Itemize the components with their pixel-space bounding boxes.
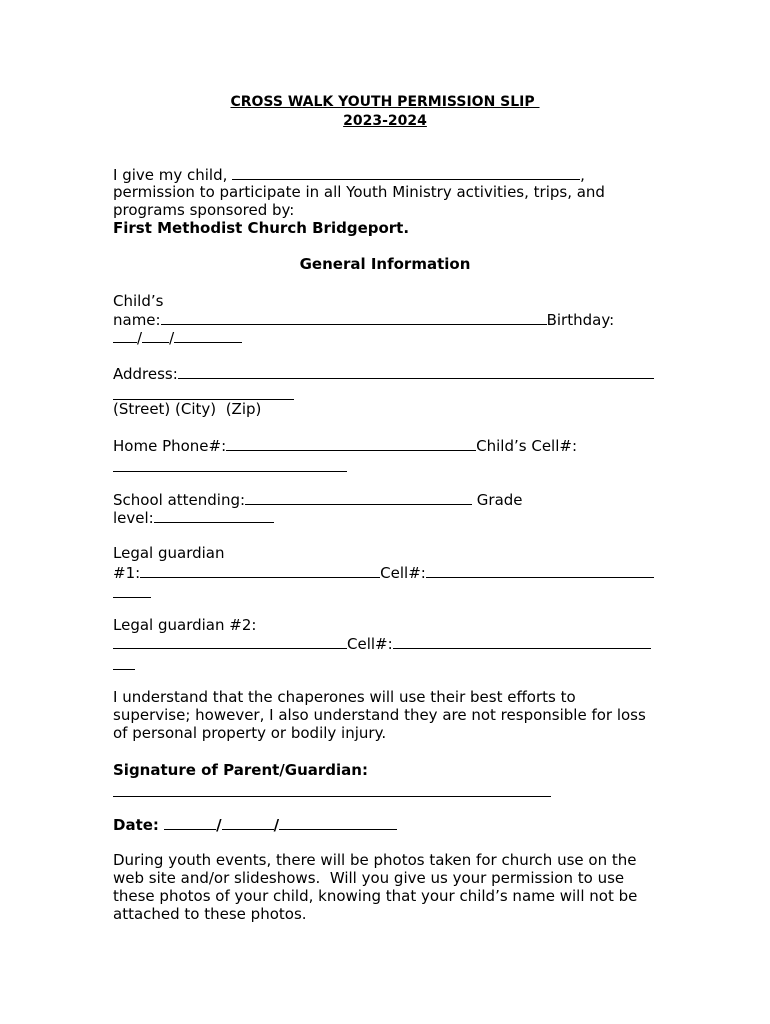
intro-line-1: I give my child, , [113,166,585,184]
grade-row: level: [113,508,274,527]
guardian1-row: #1: Cell#: [113,563,654,582]
signature-label: Signature of Parent/Guardian: [113,761,368,779]
photo-note-line-3: these photos of your child, knowing that your child’s name will not be [113,887,638,905]
guardian2-cell-field[interactable] [393,634,651,649]
signature-field[interactable] [113,796,551,797]
school-row: School attending: Grade [113,491,523,509]
general-information-heading: General Information [299,255,471,273]
home-phone-field[interactable] [226,436,476,451]
school-field[interactable] [245,490,472,505]
date-day-field[interactable] [222,815,274,830]
child-name-blank[interactable] [232,165,580,180]
guardian2-name-field[interactable] [113,634,347,649]
home-phone-row: Home Phone#: Child’s Cell#: [113,437,578,455]
photo-note-line-2: web site and/or slideshows. Will you give us your permission to use [113,869,625,887]
guardian2-cell-field-cont[interactable] [113,669,135,670]
childs-cell-field[interactable] [113,471,347,472]
date-row: Date: / / [113,815,397,834]
guardian2-label: Legal guardian #2: [113,616,257,634]
guardian2-row: Cell#: [113,634,651,653]
guardian1-cell-field[interactable] [426,563,654,578]
address-hint: (Street) (City) (Zip) [113,400,262,418]
birthday-year-field[interactable] [174,328,242,343]
birthday-row: / / [113,328,242,347]
address-row: Address: [113,364,654,383]
guardian1-cell-field-cont[interactable] [113,597,151,598]
date-month-field[interactable] [164,815,216,830]
childs-name-row: name: Birthday: [113,311,615,329]
photo-note-line-1: During youth events, there will be photos taken for church use on the [113,851,637,869]
date-year-field[interactable] [279,815,397,830]
disclaimer-line-1: I understand that the chaperones will use their best efforts to [113,688,576,706]
photo-note-line-4: attached to these photos. [113,905,307,923]
birthday-month-field[interactable] [113,328,137,343]
childs-name-field[interactable] [161,310,547,325]
intro-line-3: programs sponsored by: [113,201,295,219]
birthday-day-field[interactable] [142,328,169,343]
form-year: 2023-2024 [343,113,427,129]
childs-name-label-a: Child’s [113,292,164,310]
church-name: First Methodist Church Bridgeport. [113,219,410,237]
disclaimer-line-3: of personal property or bodily injury. [113,724,387,742]
guardian1-name-field[interactable] [140,563,380,578]
guardian1-label-a: Legal guardian [113,544,225,562]
disclaimer-line-2: supervise; however, I also understand they are not responsible for loss [113,706,646,724]
form-title: CROSS WALK YOUTH PERMISSION SLIP [230,94,540,110]
intro-line-2: permission to participate in all Youth Ministry activities, trips, and [113,183,605,201]
address-field[interactable] [178,364,654,379]
grade-field[interactable] [154,508,274,523]
